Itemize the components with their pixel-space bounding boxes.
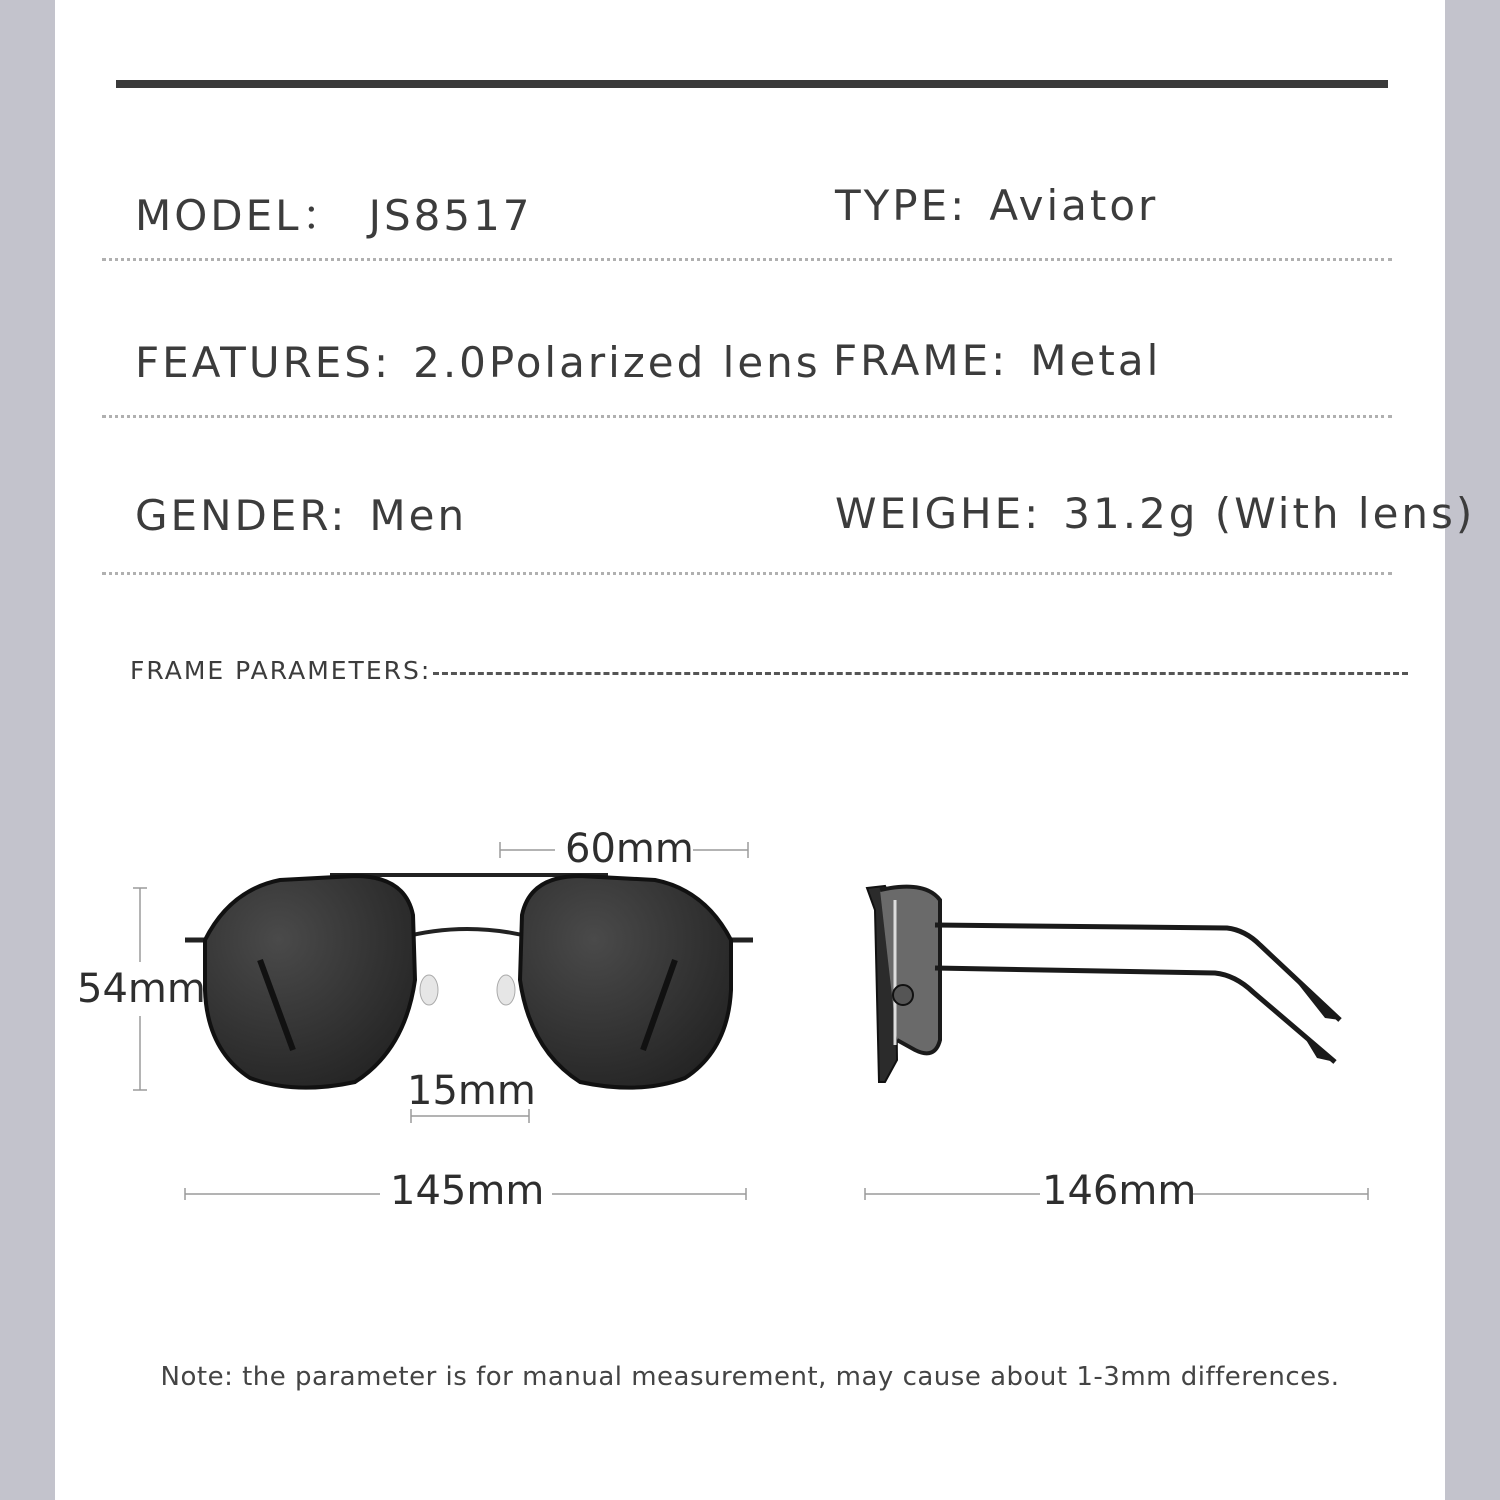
spec-frame-value: Metal	[1030, 336, 1162, 385]
measurement-note: Note: the parameter is for manual measurement, may cause about 1-3mm differences.	[160, 1362, 1340, 1392]
left-lens	[205, 876, 415, 1088]
lens-width-label: 60mm	[565, 826, 694, 872]
spec-gender	[135, 491, 467, 540]
spec-frame-label: FRAME:	[833, 336, 1009, 385]
spec-features	[135, 338, 821, 387]
top-rule	[116, 80, 1388, 88]
frame-parameters-dash-line	[433, 672, 1408, 675]
row-divider-1	[102, 258, 1392, 261]
temple-length-label: 146mm	[1042, 1168, 1197, 1214]
spec-weight-label: WEIGHE:	[835, 489, 1042, 538]
spec-weight-value: 31.2g (With lens)	[1063, 489, 1476, 538]
glasses-side-view	[855, 870, 1375, 1100]
frame-width-label: 145mm	[390, 1168, 545, 1214]
spec-features-value: 2.0Polarized lens	[413, 338, 821, 387]
row-divider-2	[102, 415, 1392, 418]
spec-gender-label: GENDER:	[135, 491, 348, 540]
spec-features-label: FEATURES:	[135, 338, 392, 387]
spec-sheet-panel	[55, 0, 1476, 1500]
spec-model-label: MODEL：	[135, 191, 347, 240]
spec-type-label: TYPE:	[835, 181, 968, 230]
row-divider-3	[102, 572, 1392, 575]
lens-height-label: 54mm	[77, 966, 206, 1012]
spec-type	[835, 181, 1158, 230]
spec-model-value: JS8517	[368, 191, 533, 240]
spec-frame	[833, 336, 1161, 385]
spec-model	[135, 183, 533, 243]
spec-weight	[835, 489, 1475, 538]
bridge-width-label: 15mm	[407, 1068, 536, 1114]
right-lens	[520, 876, 731, 1088]
spec-gender-value: Men	[369, 491, 468, 540]
spec-type-value: Aviator	[989, 181, 1159, 230]
frame-parameters-header: FRAME PARAMETERS:	[130, 656, 432, 685]
